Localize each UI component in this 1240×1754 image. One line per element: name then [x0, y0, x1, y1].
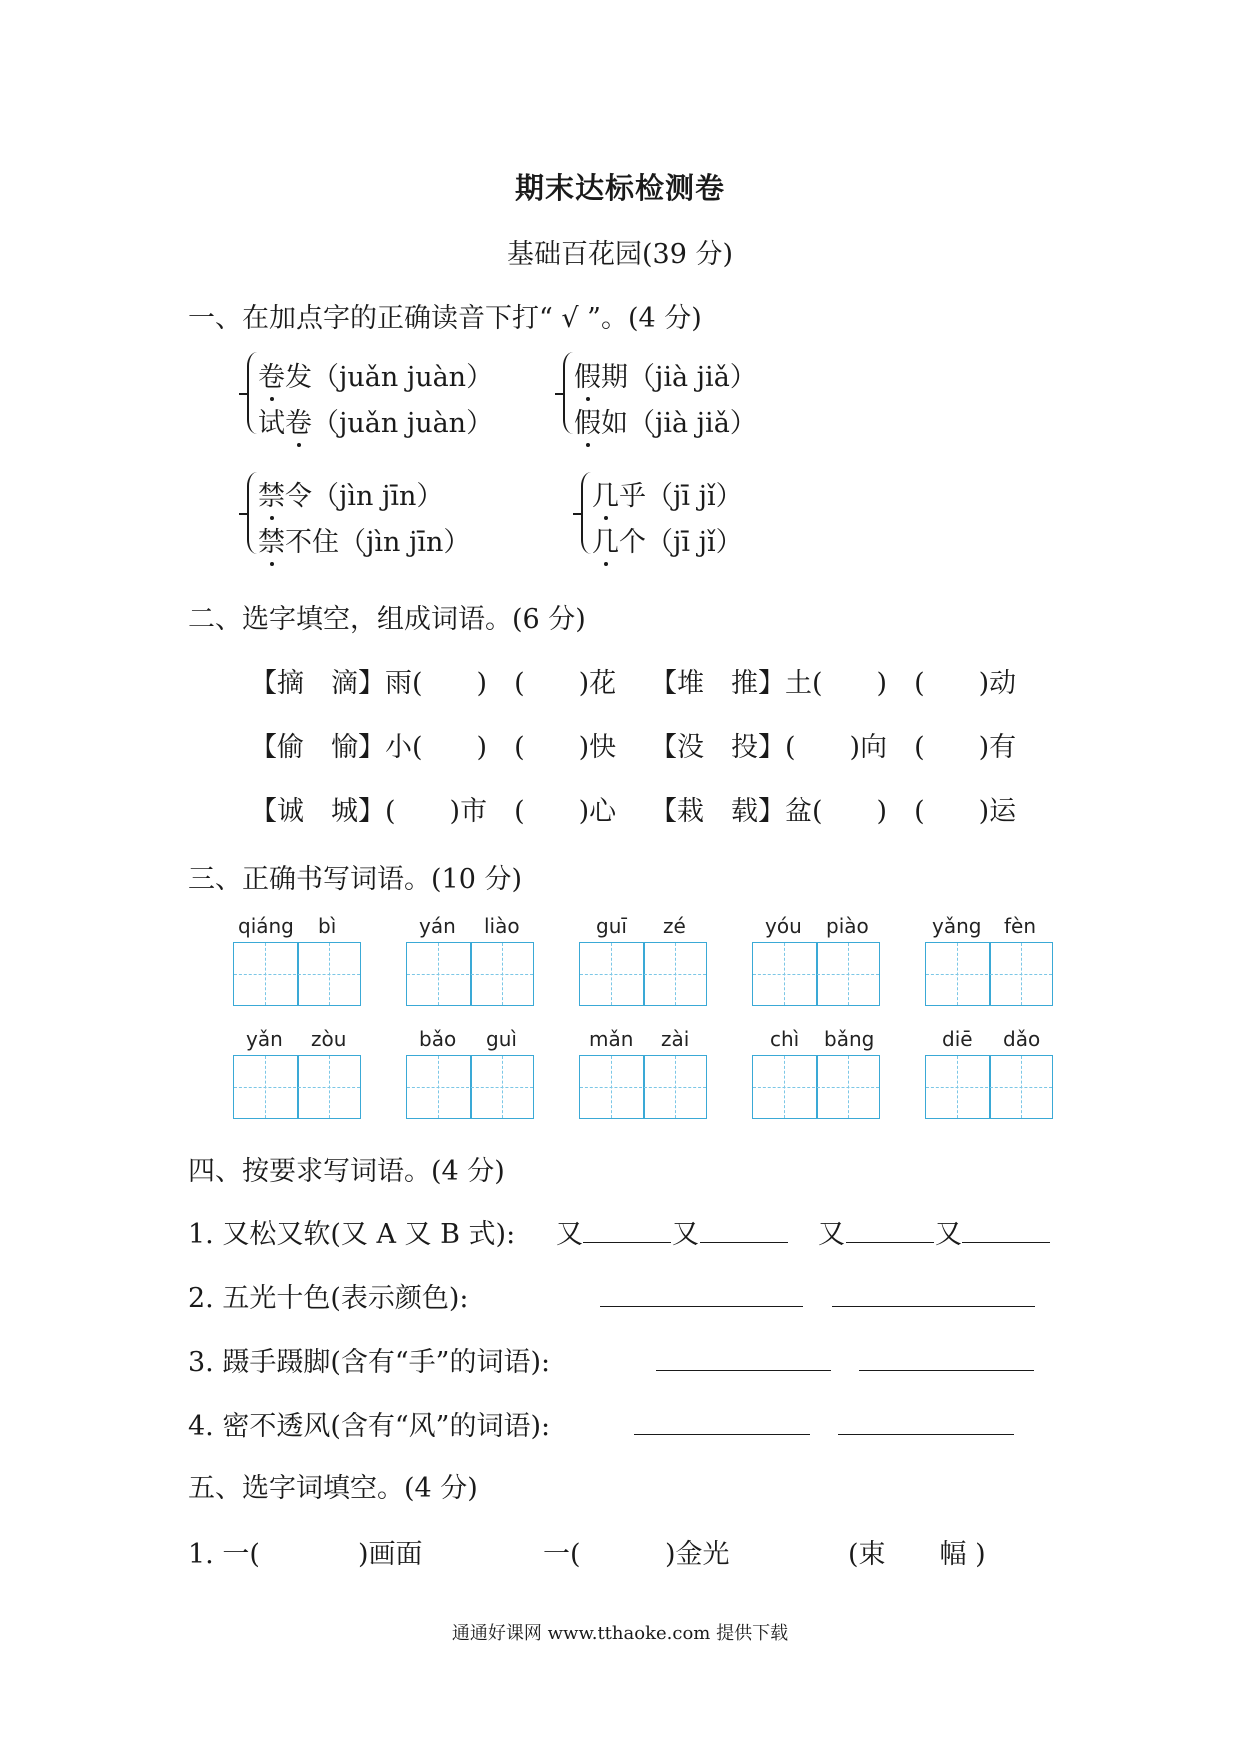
- question-item: )画面: [358, 1539, 423, 1570]
- fill-row-left: 【摘 滴】雨( ) ( )花: [250, 668, 617, 699]
- section-3-heading: 三、正确书写词语。(10 分): [188, 864, 523, 895]
- pinyin-label: zòu: [311, 1027, 347, 1051]
- question-item: 一(: [543, 1539, 581, 1570]
- pinyin-label: yǎn: [246, 1027, 283, 1051]
- pinyin-label: piào: [826, 914, 869, 938]
- section-1-heading: 一、在加点字的正确读音下打“ √ ”。(4 分): [188, 303, 702, 334]
- answer-blank[interactable]: [700, 1242, 788, 1243]
- answer-blank[interactable]: [600, 1306, 803, 1307]
- pronunciation-item: 假期（jià jiǎ）: [574, 355, 757, 394]
- pinyin-label: dǎo: [1003, 1027, 1041, 1051]
- pronunciation-item: 卷发（juǎn juàn）: [258, 355, 493, 394]
- pinyin-label: guì: [486, 1027, 517, 1051]
- writing-grid[interactable]: [579, 1055, 707, 1119]
- answer-blank[interactable]: [634, 1434, 810, 1435]
- question-item: )金光: [665, 1539, 730, 1570]
- pinyin-label: zài: [661, 1027, 690, 1051]
- writing-grid[interactable]: [406, 1055, 534, 1119]
- pronunciation-item: 禁不住（jìn jīn）: [258, 520, 470, 559]
- fill-row-left: 【偷 愉】小( ) ( )快: [250, 732, 617, 763]
- answer-blank[interactable]: [656, 1370, 831, 1371]
- pinyin-label: bǎng: [824, 1027, 875, 1051]
- section-2-heading: 二、选字填空，组成词语。(6 分): [188, 604, 586, 635]
- pinyin-label: yǎng: [932, 914, 982, 938]
- answer-blank[interactable]: [832, 1306, 1035, 1307]
- pronunciation-item: 几个（jī jǐ）: [592, 520, 743, 559]
- blank-prefix: 又: [818, 1219, 845, 1250]
- pinyin-label: qiáng: [238, 914, 294, 938]
- writing-grid[interactable]: [752, 1055, 880, 1119]
- pronunciation-item: 几乎（jī jǐ）: [592, 474, 743, 513]
- blank-prefix: 又: [556, 1219, 583, 1250]
- answer-blank[interactable]: [859, 1370, 1034, 1371]
- writing-grid[interactable]: [925, 942, 1053, 1006]
- writing-grid[interactable]: [579, 942, 707, 1006]
- question-item: 4. 密不透风(含有“风”的词语):: [188, 1411, 551, 1442]
- fill-row-right: 【没 投】( )向 ( )有: [650, 732, 1017, 763]
- pinyin-label: guī: [596, 914, 627, 938]
- writing-grid[interactable]: [752, 942, 880, 1006]
- pinyin-label: yán: [419, 914, 456, 938]
- answer-blank[interactable]: [838, 1434, 1014, 1435]
- section-4-heading: 四、按要求写词语。(4 分): [188, 1156, 505, 1187]
- answer-blank[interactable]: [583, 1242, 671, 1243]
- section-5-heading: 五、选字词填空。(4 分): [188, 1473, 478, 1504]
- page-footer: 通通好课网 www.tthaoke.com 提供下载: [451, 1623, 789, 1644]
- pronunciation-item: 禁令（jìn jīn）: [258, 474, 443, 513]
- question-item: 3. 蹑手蹑脚(含有“手”的词语):: [188, 1347, 551, 1378]
- pinyin-label: fèn: [1004, 914, 1037, 938]
- pinyin-label: mǎn: [589, 1027, 634, 1051]
- answer-blank[interactable]: [962, 1242, 1050, 1243]
- blank-prefix: 又: [672, 1219, 699, 1250]
- fill-row-right: 【栽 载】盆( ) ( )运: [650, 796, 1017, 827]
- page-title: 期末达标检测卷: [514, 171, 725, 205]
- answer-blank[interactable]: [846, 1242, 934, 1243]
- writing-grid[interactable]: [406, 942, 534, 1006]
- question-item: 1. 一(: [188, 1539, 260, 1570]
- pinyin-label: chì: [770, 1027, 800, 1051]
- pinyin-label: yóu: [765, 914, 802, 938]
- pinyin-label: zé: [663, 914, 686, 938]
- blank-prefix: 又: [935, 1219, 962, 1250]
- writing-grid[interactable]: [233, 942, 361, 1006]
- writing-grid[interactable]: [925, 1055, 1053, 1119]
- pinyin-label: bǎo: [419, 1027, 457, 1051]
- pinyin-label: liào: [484, 914, 520, 938]
- question-item: 2. 五光十色(表示颜色):: [188, 1283, 469, 1314]
- fill-row-left: 【诚 城】( )市 ( )心: [250, 796, 617, 827]
- writing-grid[interactable]: [233, 1055, 361, 1119]
- pinyin-label: bì: [318, 914, 337, 938]
- question-item: 1. 又松又软(又 A 又 B 式):: [188, 1219, 516, 1250]
- fill-row-right: 【堆 推】土( ) ( )动: [650, 668, 1017, 699]
- word-choices: (束 幅 ): [848, 1539, 986, 1570]
- pinyin-label: diē: [942, 1027, 973, 1051]
- page-subtitle: 基础百花园(39 分): [506, 239, 733, 270]
- pronunciation-item: 试卷（juǎn juàn）: [258, 401, 493, 440]
- pronunciation-item: 假如（jià jiǎ）: [574, 401, 757, 440]
